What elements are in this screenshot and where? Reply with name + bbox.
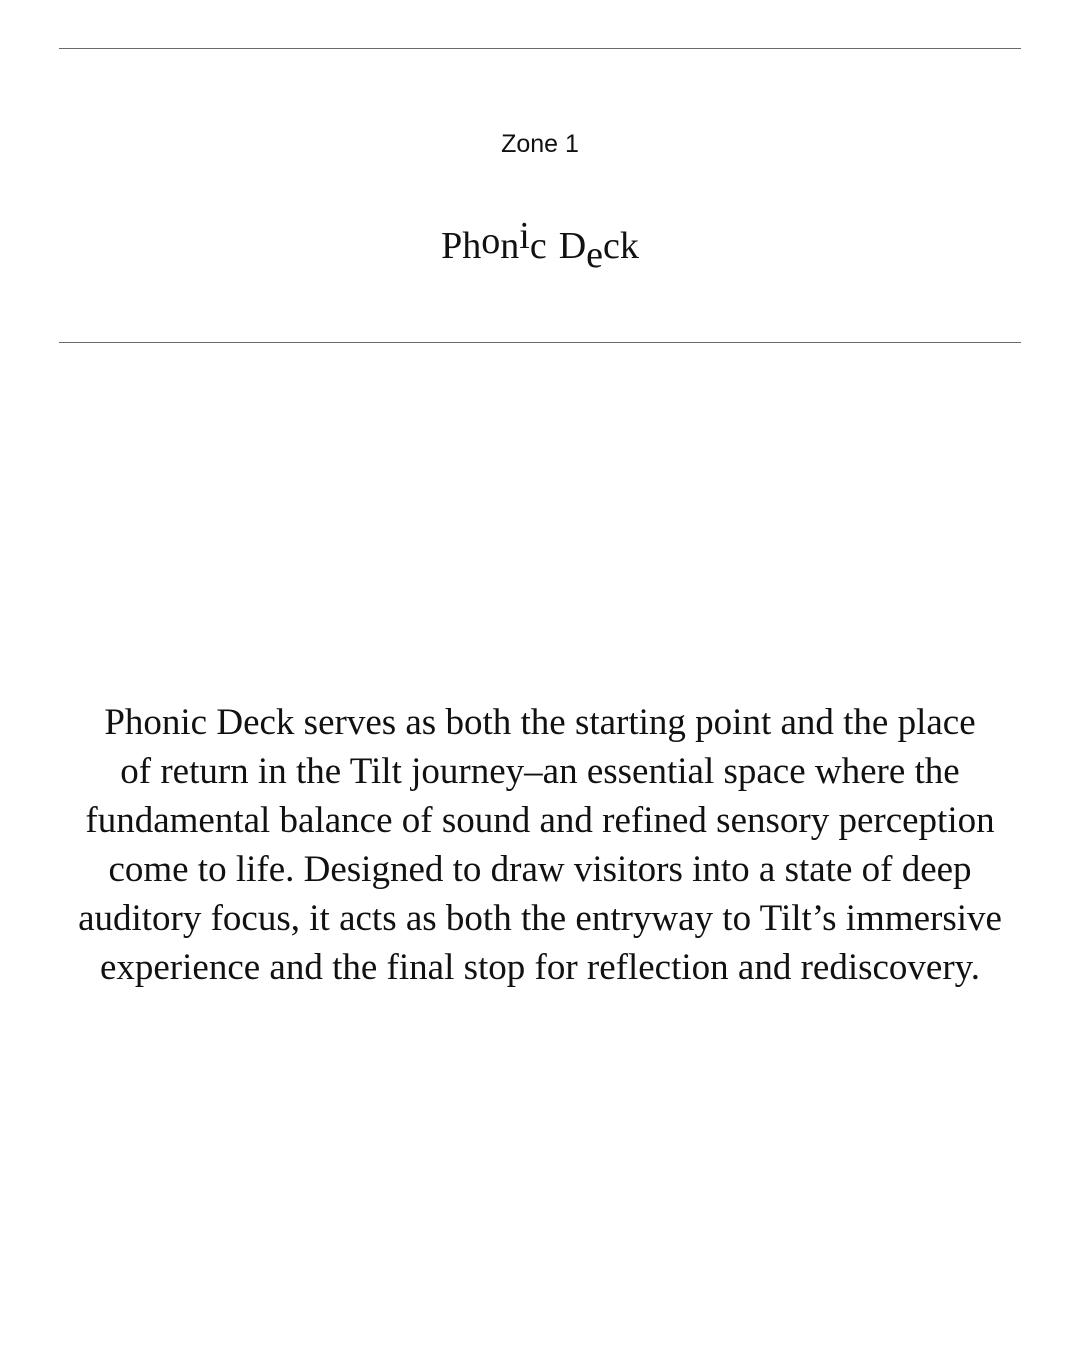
title-letter: n bbox=[500, 225, 520, 267]
description-line: of return in the Tilt journey–an essential space where the bbox=[120, 751, 960, 792]
top-divider bbox=[59, 48, 1021, 49]
description-line: auditory focus, it acts as both the entryway to Tilt’s immersive bbox=[78, 898, 1002, 939]
title-letter: D bbox=[558, 225, 587, 267]
title-letter: c bbox=[603, 225, 620, 267]
description-line: fundamental balance of sound and refined sensory perception bbox=[85, 800, 995, 841]
description-line: Phonic Deck serves as both the starting point and the place bbox=[104, 702, 976, 743]
title-letter: i bbox=[519, 215, 530, 257]
title-letter: o bbox=[481, 220, 501, 262]
title-letter: c bbox=[529, 225, 547, 267]
zone-label: Zone 1 bbox=[501, 130, 579, 158]
title-letter: k bbox=[619, 225, 639, 267]
title-letter: e bbox=[586, 234, 604, 276]
zone-description bbox=[52, 698, 1028, 992]
title-letter: h bbox=[462, 225, 482, 267]
description-line: come to life. Designed to draw visitors into a state of deep bbox=[108, 849, 972, 890]
bottom-divider bbox=[59, 342, 1021, 343]
page-title bbox=[0, 215, 1080, 276]
description-line: experience and the final stop for reflection and rediscovery. bbox=[99, 947, 981, 988]
title-letter: P bbox=[441, 225, 463, 267]
